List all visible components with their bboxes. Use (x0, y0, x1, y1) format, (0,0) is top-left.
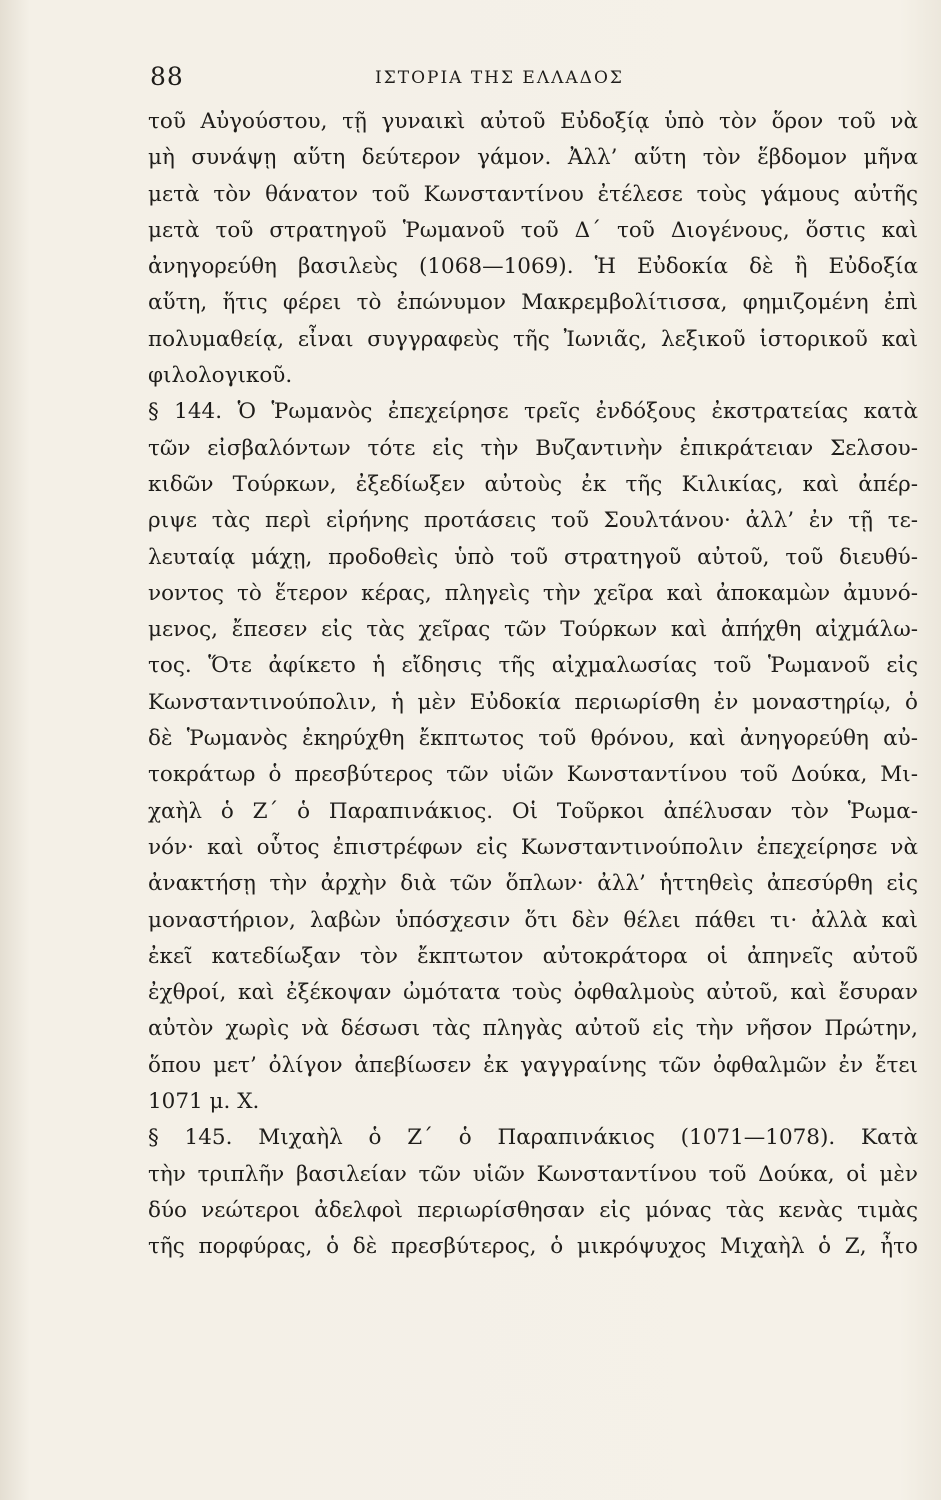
running-title: ΙΣΤΟΡΙΑ ΤΗΣ ΕΛΛΑΔΟΣ (375, 68, 624, 88)
text-line: τῆς πορφύρας, ὁ δὲ πρεσβύτερος, ὁ μικρόψυχος Μιχαὴλ ὁ Ζ, ἦτο (148, 1234, 918, 1260)
text-line: 1071 μ. Χ. (148, 1089, 260, 1115)
text-line: μενος, ἔπεσεν εἰς τὰς χεῖρας τῶν Τούρκων καὶ ἀπήχθη αἰχμάλω- (148, 617, 918, 643)
text-line: φιλολογικοῦ. (148, 363, 293, 389)
text-line: § 145. Μιχαὴλ ὁ Ζ΄ ὁ Παραπινάκιος (1071—1078). Κατὰ (148, 1125, 918, 1151)
text-line: αὐτὸν χωρὶς νὰ δέσωσι τὰς πληγὰς αὐτοῦ εἰς τὴν νῆσον Πρώτην, (148, 1016, 918, 1042)
text-line: δύο νεώτεροι ἀδελφοὶ περιωρίσθησαν εἰς μόνας τὰς κενὰς τιμὰς (148, 1197, 918, 1223)
text-line: πολυμαθείᾳ, εἶναι συγγραφεὺς τῆς Ἰωνιᾶς, λεξικοῦ ἱστορικοῦ καὶ (148, 326, 918, 352)
text-line: ἐκεῖ κατεδίωξαν τὸν ἔκπτωτον αὐτοκράτορα οἱ ἀπηνεῖς αὐτοῦ (148, 943, 918, 969)
text-line: ἀνακτήσῃ τὴν ἀρχὴν διὰ τῶν ὅπλων· ἀλλ’ ἡττηθεὶς ἀπεσύρθη εἰς (148, 871, 918, 897)
text-line: τοκράτωρ ὁ πρεσβύτερος τῶν υἱῶν Κωνσταντίνου τοῦ Δούκα, Μι- (148, 762, 918, 788)
text-line: λευταίᾳ μάχῃ, προδοθεὶς ὑπὸ τοῦ στρατηγοῦ αὐτοῦ, τοῦ διευθύ- (148, 544, 918, 570)
text-line: μοναστήριον, λαβὼν ὑπόσχεσιν ὅτι δὲν θέλει πάθει τι· ἀλλὰ καὶ (148, 907, 918, 933)
text-line: μετὰ τοῦ στρατηγοῦ Ῥωμανοῦ τοῦ Δ΄ τοῦ Διογένους, ὅστις καὶ (148, 217, 918, 243)
text-line: ἀνηγορεύθη βασιλεὺς (1068—1069). Ἡ Εὐδοκία δὲ ἢ Εὐδοξία (148, 254, 918, 280)
text-line: τῶν εἰσβαλόντων τότε εἰς τὴν Βυζαντινὴν ἐπικράτειαν Σελσου- (148, 435, 918, 461)
text-line: δὲ Ῥωμανὸς ἐκηρύχθη ἔκπτωτος τοῦ θρόνου, καὶ ἀνηγορεύθη αὐ- (148, 726, 918, 752)
page-number: 88 (150, 62, 184, 91)
text-line: μετὰ τὸν θάνατον τοῦ Κωνσταντίνου ἐτέλεσε τοὺς γάμους αὐτῆς (148, 181, 918, 207)
text-line: Κωνσταντινούπολιν, ἡ μὲν Εὐδοκία περιωρίσθη ἐν μοναστηρίῳ, ὁ (148, 689, 918, 715)
body-text (148, 104, 918, 1266)
text-line: § 144. Ὁ Ῥωμανὸς ἐπεχείρησε τρεῖς ἐνδόξους ἐκστρατείας κατὰ (148, 399, 918, 425)
text-line: ὅπου μετ’ ὀλίγον ἀπεβίωσεν ἐκ γαγγραίνης τῶν ὀφθαλμῶν ἐν ἔτει (148, 1052, 918, 1078)
text-line: νόν· καὶ οὗτος ἐπιστρέφων εἰς Κωνσταντινούπολιν ἐπεχείρησε νὰ (148, 834, 918, 860)
text-line: τοῦ Αὐγούστου, τῇ γυναικὶ αὐτοῦ Εὐδοξίᾳ ὑπὸ τὸν ὅρον τοῦ νὰ (148, 109, 918, 134)
text-line: αὕτη, ἥτις φέρει τὸ ἐπώνυμον Μακρεμβολίτισσα, φημιζομένη ἐπὶ (148, 290, 918, 316)
text-line: τος. Ὅτε ἀφίκετο ἡ εἴδησις τῆς αἰχμαλωσίας τοῦ Ῥωμανοῦ εἰς (148, 653, 918, 679)
text-line: μὴ συνάψῃ αὕτη δεύτερον γάμον. Ἀλλ’ αὕτη τὸν ἕβδομον μῆνα (148, 145, 918, 171)
page-header (150, 62, 910, 102)
text-line: τὴν τριπλῆν βασιλείαν τῶν υἱῶν Κωνσταντίνου τοῦ Δούκα, οἱ μὲν (148, 1161, 918, 1187)
text-line: ριψε τὰς περὶ εἰρήνης προτάσεις τοῦ Σουλτάνου· ἀλλ’ ἐν τῇ τε- (148, 508, 918, 534)
text-line: νοντος τὸ ἕτερον κέρας, πληγεὶς τὴν χεῖρα καὶ ἀποκαμὼν ἀμυνό- (148, 580, 918, 606)
text-line: χαὴλ ὁ Ζ΄ ὁ Παραπινάκιος. Οἱ Τοῦρκοι ἀπέλυσαν τὸν Ῥωμα- (148, 798, 918, 824)
text-line: κιδῶν Τούρκων, ἐξεδίωξεν αὐτοὺς ἐκ τῆς Κιλικίας, καὶ ἀπέρ- (148, 471, 918, 497)
text-line: ἐχθροί, καὶ ἐξέκοψαν ὠμότατα τοὺς ὀφθαλμοὺς αὐτοῦ, καὶ ἔσυραν (148, 980, 918, 1006)
